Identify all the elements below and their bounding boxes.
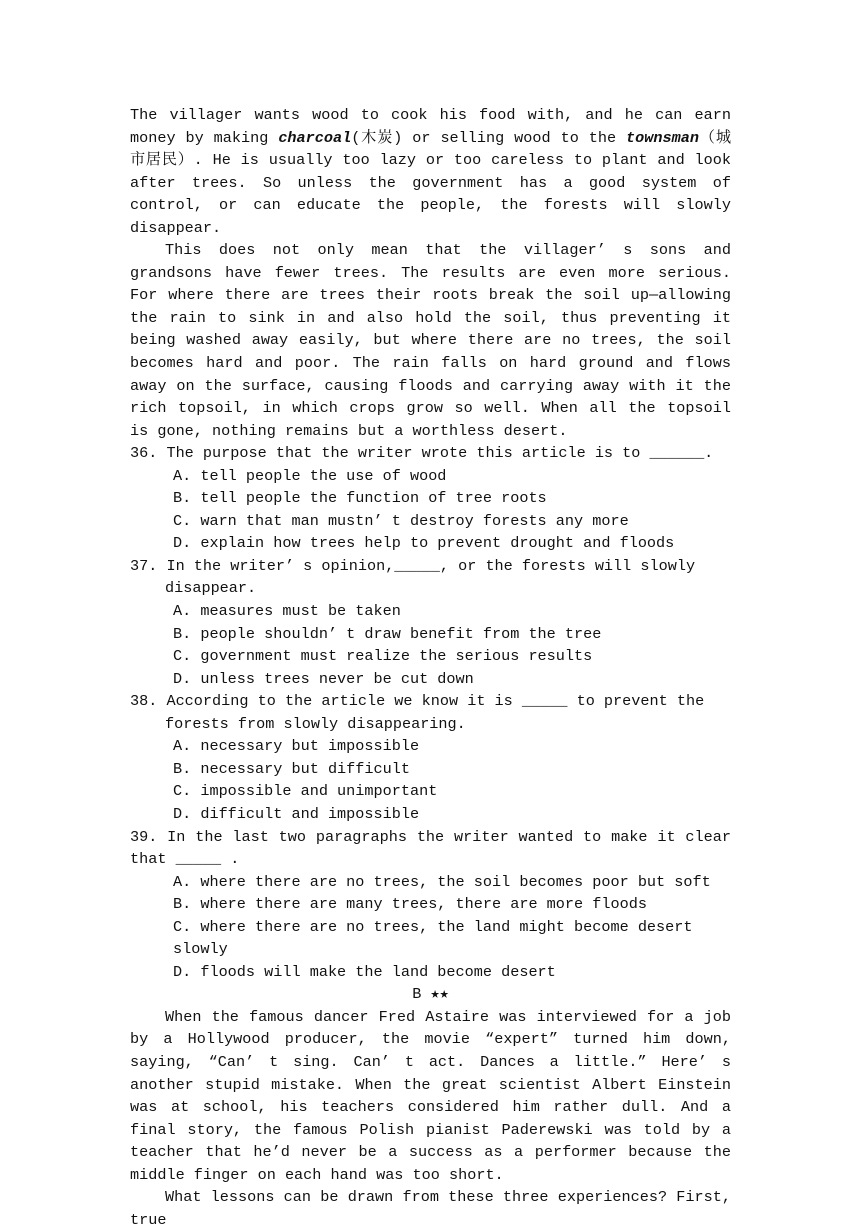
keyword-charcoal: charcoal: [278, 128, 352, 147]
section-b-heading: B ★★: [412, 985, 449, 1004]
option-b: B. tell people the function of tree roots: [173, 489, 547, 508]
option-c: C. where there are no trees, the land might become desert slowly: [173, 917, 693, 959]
question-stem: 38. According to the article we know it is _____ to prevent the forests from slowly disappearing.: [130, 692, 705, 733]
question-36: [130, 442, 731, 555]
option-c: C. warn that man mustn’ t destroy forests any more: [173, 511, 629, 530]
option-a: A. tell people the use of wood: [173, 466, 447, 485]
question-38: [130, 690, 731, 825]
keyword-townsman: townsman: [626, 128, 699, 147]
option-c: C. impossible and unimportant: [173, 782, 438, 801]
passage-a-paragraph-2: This does not only mean that the villager’ s sons and grandsons have fewer trees. The results are even more serious. For where there are trees their roots break the soil up—allowing the rain to sink in and also hold the soil, thus preventing it being washed away easily, but where there are no trees, the soil becomes hard and poor. The rain falls on hard ground and flows away on the surface, causing floods and carrying away with it the rich topsoil, in which crops grow so well. When all the topsoil is gone, nothing remains but a worthless desert.: [130, 241, 731, 440]
option-d: D. floods will make the land become desert: [173, 962, 556, 981]
option-b: B. people shouldn’ t draw benefit from the tree: [173, 624, 602, 643]
question-stem: 37. In the writer’ s opinion,_____, or the forests will slowly disappear.: [130, 556, 696, 598]
question-stem: 36. The purpose that the writer wrote this article is to ______.: [130, 444, 714, 463]
option-a: A. necessary but impossible: [173, 737, 420, 756]
question-39: [130, 826, 731, 984]
question-37: [130, 555, 731, 690]
option-a: A. measures must be taken: [173, 602, 401, 621]
paragraph-text: （城市居民）. He is usually too lazy or too careless to plant and look after trees. So unless the government has a good system of control, or can educate the people, the forests will slowly disappear.: [130, 128, 732, 237]
option-d: D. difficult and impossible: [173, 804, 420, 823]
option-b: B. where there are many trees, there are more floods: [173, 895, 647, 914]
option-c: C. government must realize the serious results: [173, 647, 593, 666]
option-b: B. necessary but difficult: [173, 759, 410, 778]
option-a: A. where there are no trees, the soil becomes poor but soft: [173, 872, 711, 891]
paragraph-text: (木炭) or selling wood to the: [351, 128, 627, 147]
section-b-paragraph-1: When the famous dancer Fred Astaire was interviewed for a job by a Hollywood producer, the movie “expert” turned him down, saying, “Can’ t sing. Can’ t act. Dances a little.” Here’ s another stupid mistake. When the great scientist Albert Einstein was at school, his teachers considered him rather dull. And a final story, the famous Polish pianist Paderewski was told by a teacher that he’d never be a success as a performer because the middle finger on each hand was too short.: [130, 1007, 731, 1184]
option-d: D. explain how trees help to prevent drought and floods: [173, 534, 675, 553]
paragraph-text: The villager wants wood to cook his food with, and he can earn money by making: [130, 106, 731, 147]
document-page: [130, 104, 731, 1231]
section-b-paragraph-2: What lessons can be drawn from these three experiences? First, true: [130, 1188, 731, 1229]
question-stem: 39. In the last two paragraphs the writer wanted to make it clear that _____ .: [130, 827, 731, 869]
option-d: D. unless trees never be cut down: [173, 669, 474, 688]
passage-a-paragraph-1: [130, 104, 731, 239]
